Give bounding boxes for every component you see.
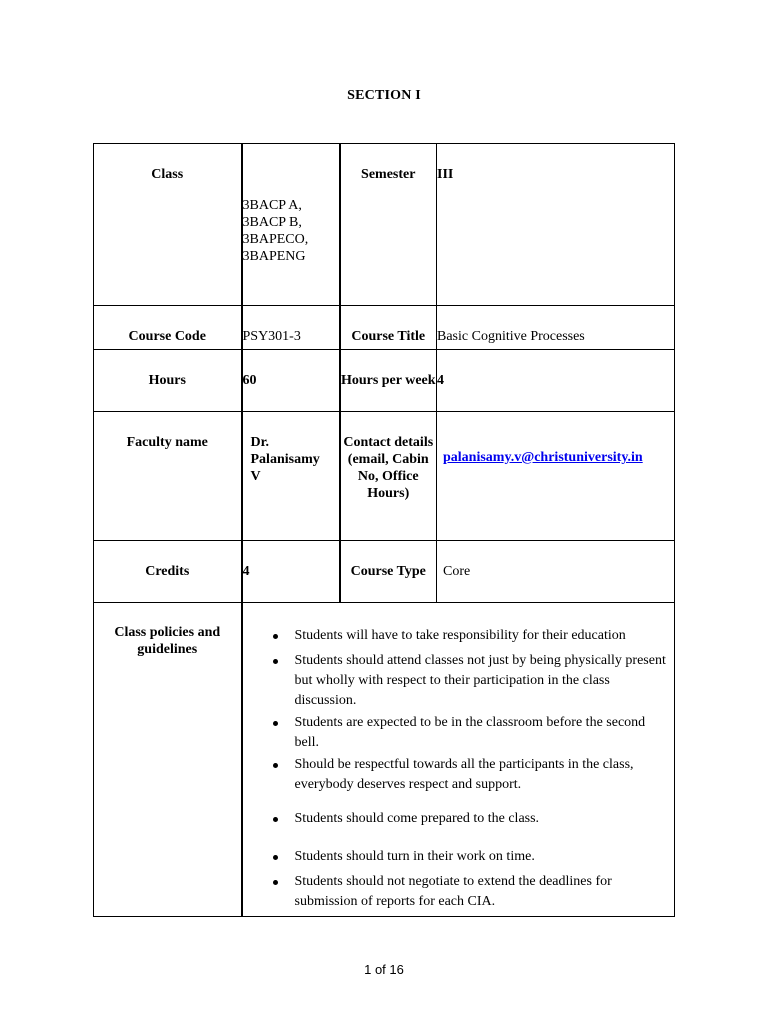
contact-label: Contact details (email, Cabin No, Office Hours) [340,412,437,541]
faculty-label: Faculty name [94,412,242,541]
bullet-icon [273,855,278,860]
hours-per-week-value: 4 [437,350,675,412]
policies-label: Class policies and guidelines [94,603,242,917]
course-title-label: Course Title [340,306,437,350]
hours-value: 60 [242,350,340,412]
class-value: 3BACP B, [242,215,302,230]
bullet-icon [273,634,278,639]
course-title-value: Basic Cognitive Processes [437,306,675,350]
bullet-icon [273,817,278,822]
policies-cell [242,603,675,917]
course-code-label: Course Code [94,306,242,350]
semester-value: III [437,144,675,306]
faculty-value: Dr. Palanisamy V [242,412,340,541]
class-value: 3BAPENG [242,249,306,264]
table-row [94,144,675,306]
table-row [94,306,675,350]
list-item: Students are expected to be in the classroom before the second bell. [243,713,675,753]
contact-email-link[interactable]: palanisamy.v@christuniversity.in [443,450,643,465]
hours-label: Hours [94,350,242,412]
table-row [94,412,675,541]
section-title: SECTION I [347,88,421,103]
course-info-table [93,143,675,917]
credits-value: 4 [242,541,340,603]
table-row [94,541,675,603]
list-item: Students should not negotiate to extend the deadlines for submission of reports for each CIA. [243,872,675,912]
list-item: Students should attend classes not just by being physically present but wholly with respect to their participation in the class discussion. [243,651,675,711]
bullet-icon [273,721,278,726]
class-values [242,144,340,306]
bullet-icon [273,880,278,885]
list-item: Students should come prepared to the class. [243,809,675,829]
list-item: Should be respectful towards all the participants in the class, everybody deserves respect and support. [243,755,675,795]
semester-label: Semester [340,144,437,306]
table-row [94,603,675,917]
course-code-value: PSY301-3 [242,306,340,350]
class-value: 3BACP A, [242,198,302,213]
class-label: Class [94,144,242,306]
list-item: Students should turn in their work on time. [243,847,675,867]
course-type-label [340,541,437,603]
class-value: 3BAPECO, [242,232,309,247]
bullet-icon [273,659,278,664]
course-type-label-text: Course Type [350,564,426,579]
hours-per-week-label: Hours per week [340,350,437,412]
policies-list [243,626,675,912]
course-type-value: Core [437,541,675,603]
contact-email-cell [437,412,675,541]
credits-label: Credits [94,541,242,603]
bullet-icon [273,763,278,768]
page-number: 1 of 16 [364,962,404,977]
table-row [94,350,675,412]
list-item: Students will have to take responsibility for their education [243,626,675,646]
